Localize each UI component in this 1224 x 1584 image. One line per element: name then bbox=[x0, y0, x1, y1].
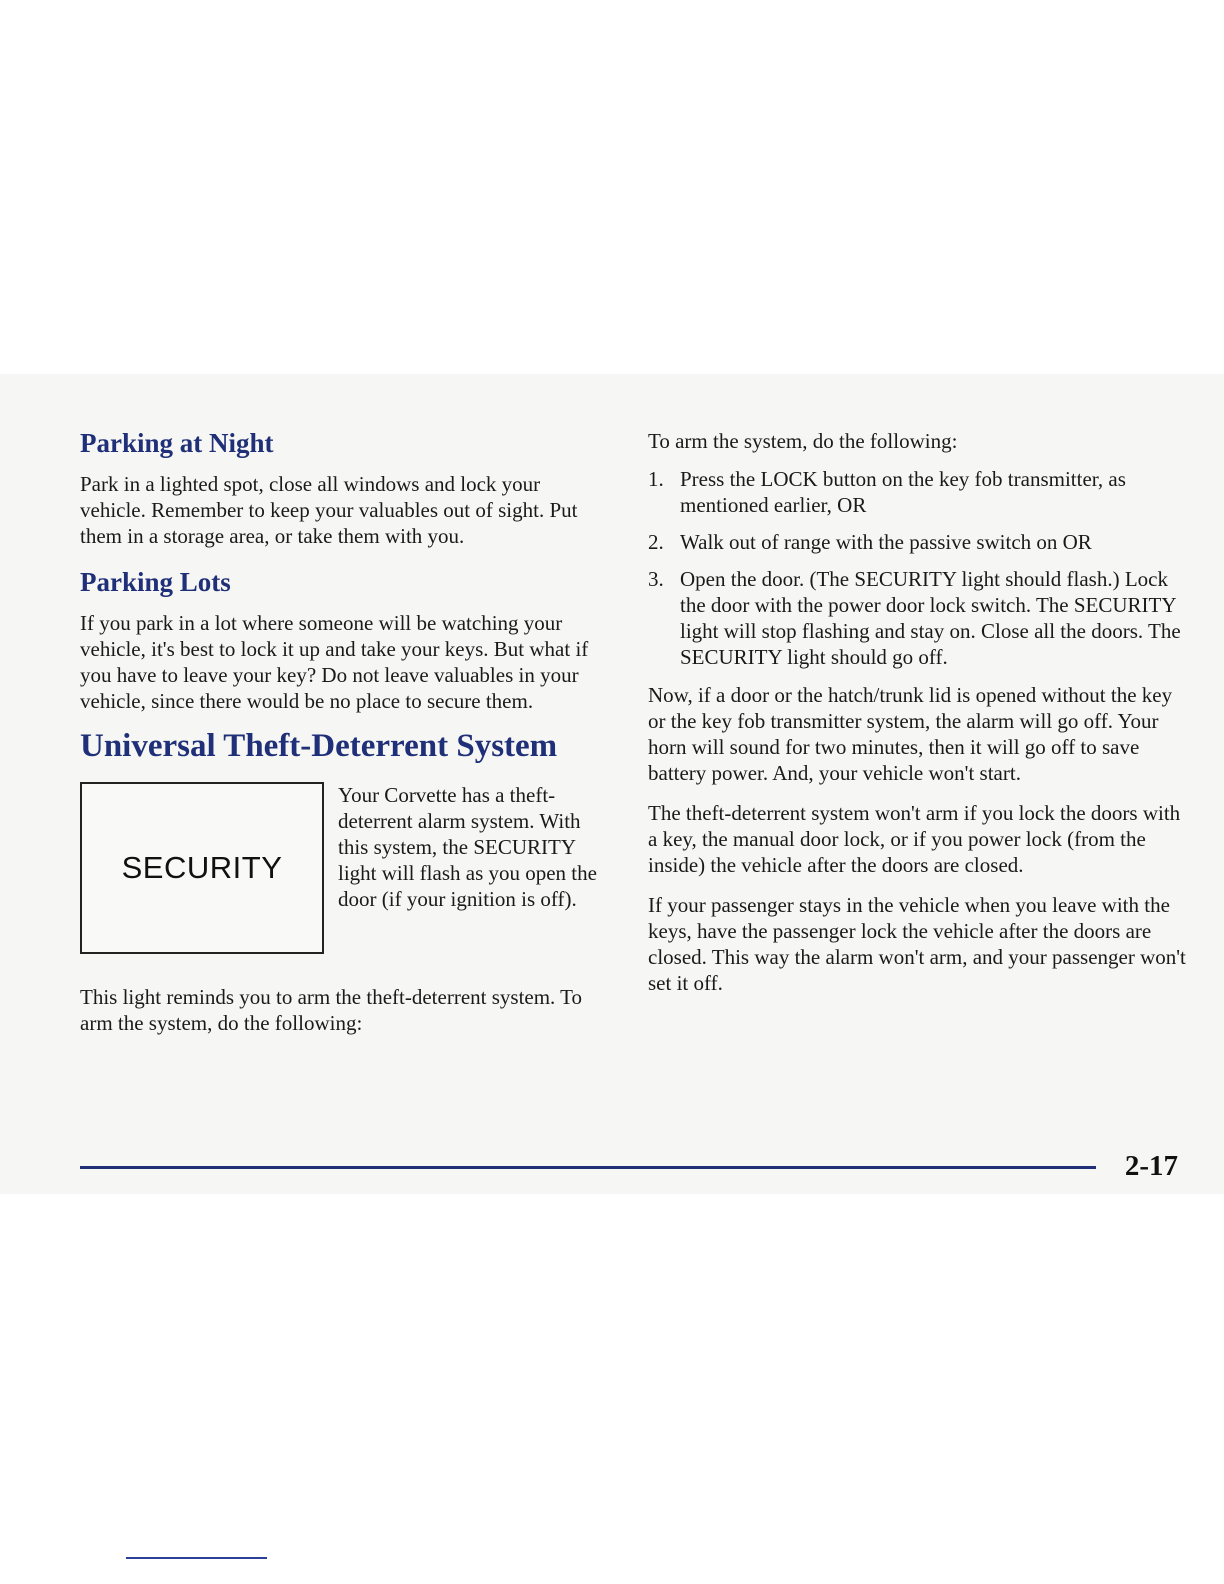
step-text: Press the LOCK button on the key fob transmitter, as mentioned earlier, OR bbox=[680, 467, 1126, 517]
arming-steps-list bbox=[648, 466, 1188, 670]
bottom-divider bbox=[126, 1557, 267, 1559]
heading-theft-deterrent-system: Universal Theft-Deterrent System bbox=[80, 728, 558, 765]
footer-rule bbox=[80, 1166, 1096, 1169]
step-text: Walk out of range with the passive switch on OR bbox=[680, 530, 1092, 554]
list-item bbox=[648, 529, 1188, 555]
security-light-indicator bbox=[80, 782, 324, 954]
left-column bbox=[80, 428, 610, 1050]
paragraph-alarm: Now, if a door or the hatch/trunk lid is opened without the key or the key fob transmitter system, the alarm will go off. Your horn will sound for two minutes, then it will go off to save battery power. And, your vehicle won't start. bbox=[648, 683, 1173, 785]
security-illustration-row bbox=[80, 782, 610, 954]
paragraph-no-arm: The theft-deterrent system won't arm if you lock the doors with a key, the manual door lock, or if you power lock (from the inside) the vehicle after the doors are closed. bbox=[648, 801, 1181, 877]
paragraph-passenger: If your passenger stays in the vehicle when you leave with the keys, have the passenger lock the vehicle after the doors are closed. This way the alarm won't arm, and your passenger won't set it off. bbox=[648, 893, 1186, 995]
list-item bbox=[648, 466, 1188, 518]
list-item bbox=[648, 566, 1188, 670]
paragraph-parking-lots: If you park in a lot where someone will be watching your vehicle, it's best to lock it up and take your keys. But what if you have to leave your key? Do not leave valuables in your vehicle, since there would be no place to secure them. bbox=[80, 611, 589, 714]
step-number: 1. bbox=[648, 467, 664, 491]
right-column bbox=[648, 428, 1188, 1010]
step-text: Open the door. (The SECURITY light should flash.) Lock the door with the power door lock switch. The SECURITY light will stop flashing and stay on. Close all the doors. The SECURITY light should go off. bbox=[680, 567, 1181, 669]
step-number: 2. bbox=[648, 530, 664, 554]
paragraph-parking-at-night: Park in a lighted spot, close all windows and lock your vehicle. Remember to keep your valuables out of sight. Put them in a storage area, or take them with you. bbox=[80, 472, 578, 549]
paragraph-security-description: Your Corvette has a theft-deterrent alarm system. With this system, the SECURITY light will flash as you open the door (if your ignition is off). bbox=[338, 783, 597, 912]
step-number: 3. bbox=[648, 567, 664, 591]
paragraph-reminder: This light reminds you to arm the theft-deterrent system. To arm the system, do the following: bbox=[80, 985, 583, 1036]
security-indicator-label: SECURITY bbox=[121, 850, 283, 886]
heading-parking-lots: Parking Lots bbox=[80, 567, 231, 598]
paragraph-arm-intro: To arm the system, do the following: bbox=[648, 429, 958, 453]
heading-parking-at-night: Parking at Night bbox=[80, 428, 274, 458]
page-number: 2-17 bbox=[1124, 1150, 1178, 1182]
